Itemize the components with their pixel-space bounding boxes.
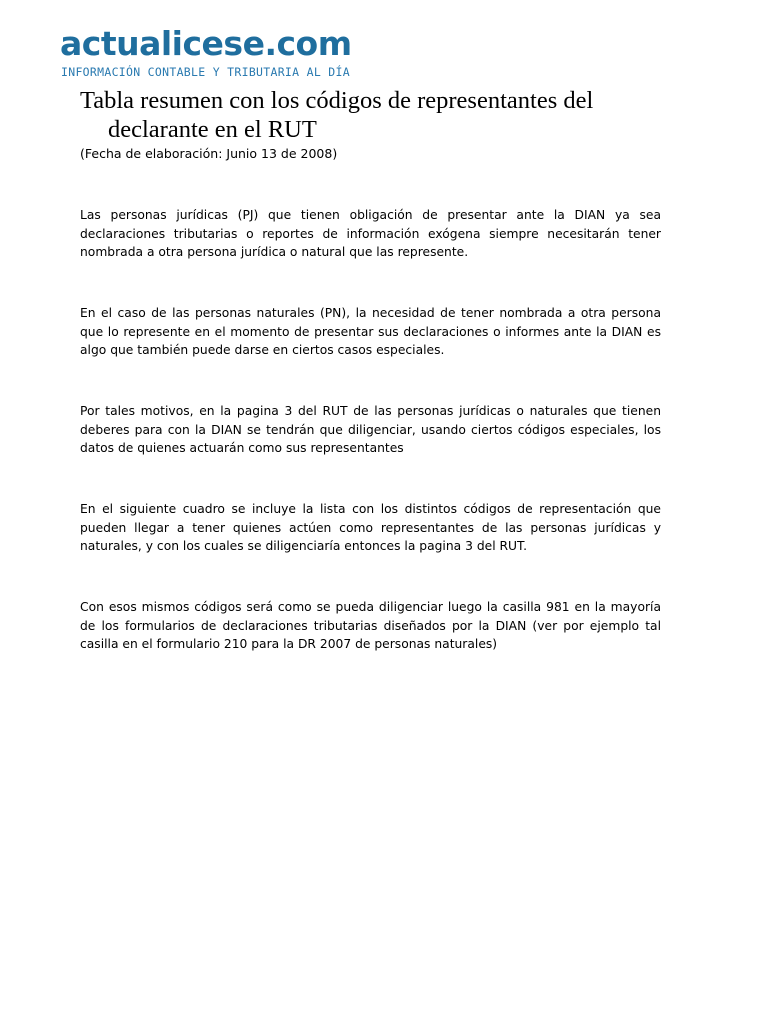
site-tagline: INFORMACIÓN CONTABLE Y TRIBUTARIA AL DÍA — [61, 65, 350, 79]
site-logo[interactable]: actualicese.com — [60, 24, 352, 63]
title-line-2: declarante en el RUT — [108, 116, 317, 143]
paragraph: Las personas jurídicas (PJ) que tienen obligación de presentar ante la DIAN ya sea declaraciones tributarias o reportes de información exógena siempre necesitarán tener nombrada a otra persona jurídica o natural que las represente. — [80, 208, 661, 259]
paragraph: En el siguiente cuadro se incluye la lista con los distintos códigos de representación que pueden llegar a tener quienes actúen como representantes de las personas jurídicas y naturales, y con los cuales se diligenciaría entonces la pagina 3 del RUT. — [80, 502, 661, 553]
title-line-1: Tabla resumen con los códigos de representantes del — [80, 87, 594, 114]
paragraph: En el caso de las personas naturales (PN), la necesidad de tener nombrada a otra persona que lo represente en el momento de presentar sus declaraciones o informes ante la DIAN es algo que también puede darse en ciertos casos especiales. — [80, 306, 661, 357]
document-title — [80, 86, 640, 144]
paragraph: Con esos mismos códigos será como se pueda diligenciar luego la casilla 981 en la mayoría de los formularios de declaraciones tributarias diseñados por la DIAN (ver por ejemplo tal casilla en el formulario 210 para la DR 2007 de personas naturales) — [80, 600, 661, 651]
elaboration-date: (Fecha de elaboración: Junio 13 de 2008) — [80, 146, 338, 161]
paragraph: Por tales motivos, en la pagina 3 del RUT de las personas jurídicas o naturales que tienen deberes para con la DIAN se tendrán que diligenciar, usando ciertos códigos especiales, los datos de quienes actuarán como sus representantes — [80, 404, 661, 455]
